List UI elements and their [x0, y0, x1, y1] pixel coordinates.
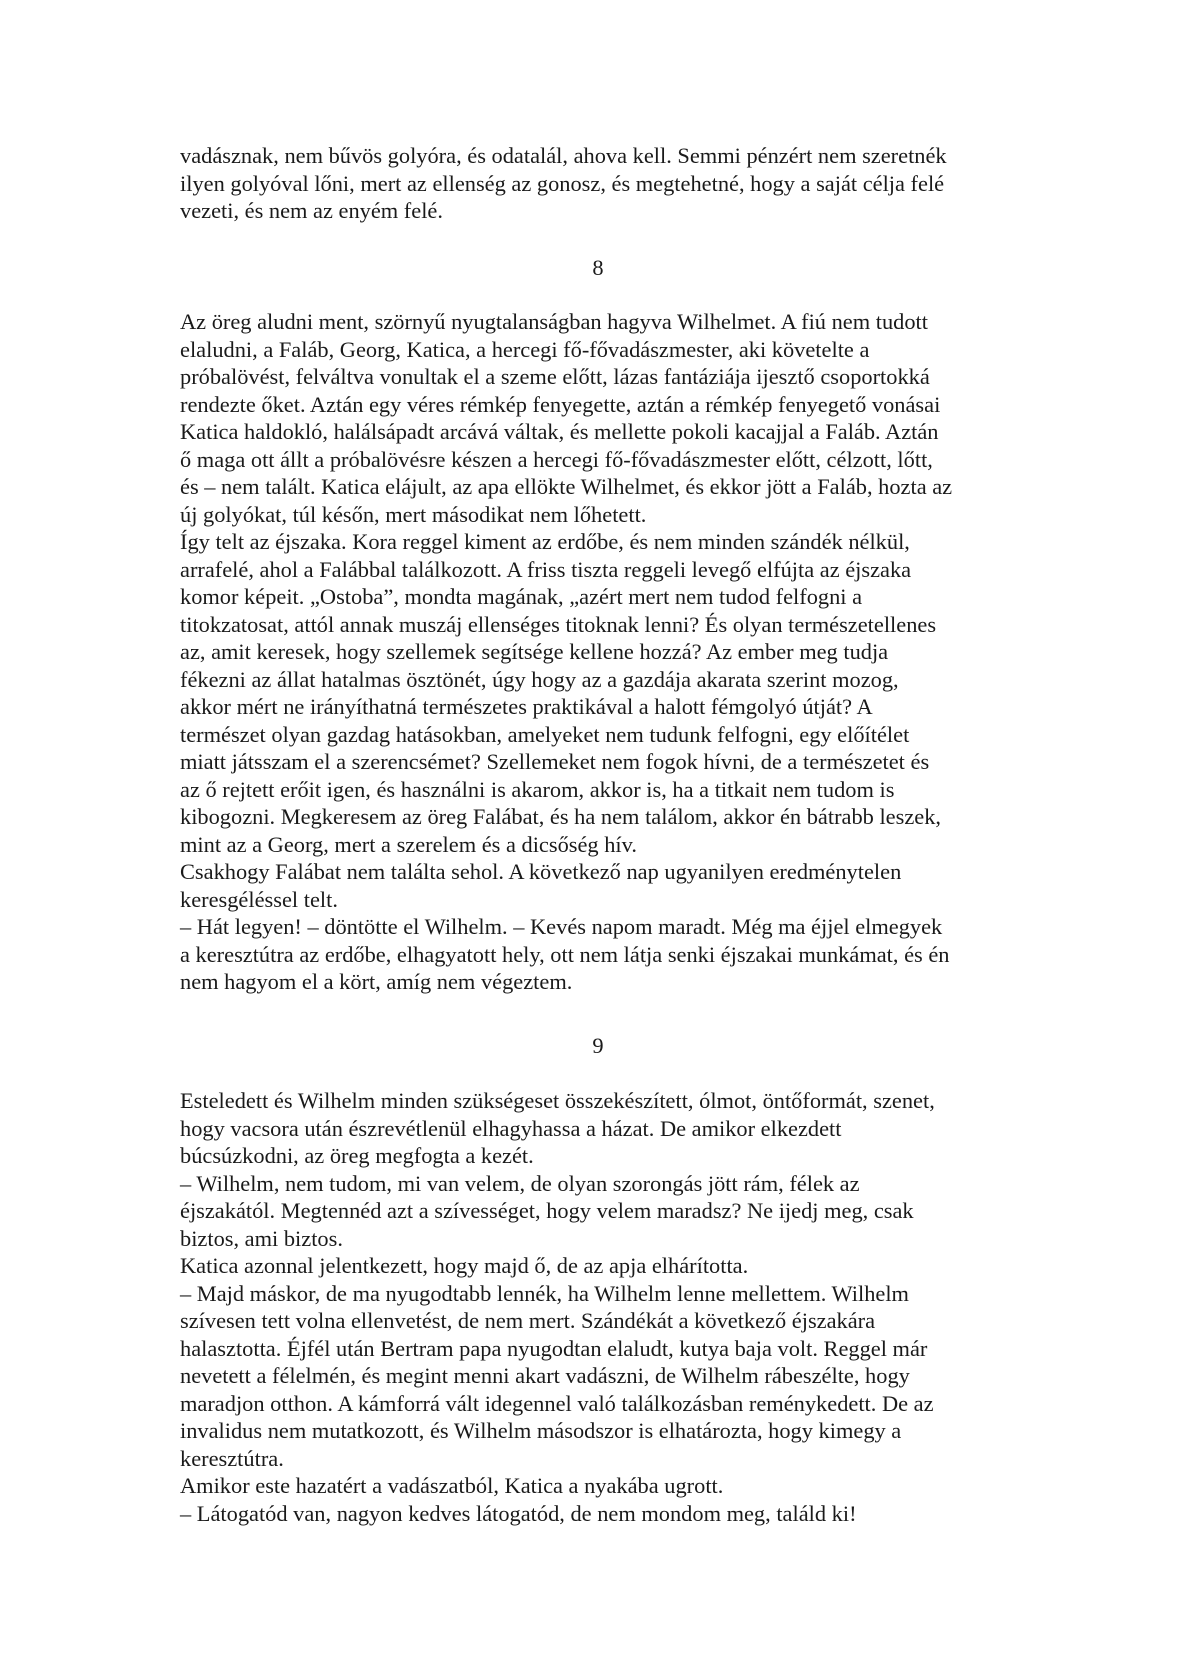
chapter-9-text: Esteledett és Wilhelm minden szükségeset összekészített, ólmot, öntőformát, szenet, hogy vacsora után észrevétlenül elhagyhassa a házat. De amikor elkezdett búcsúzkodni, az öreg megfogta a kezét. – Wilhelm, nem tudom, mi van velem, de olyan szorongás jött rám, félek az éjszakától. Megtennéd azt a szívességet, hogy velem maradsz? Ne ijedj meg, csak biztos, ami biztos. Katica azonnal jelentkezett, hogy majd ő, de az apja elhárította. – Majd máskor, de ma nyugodtabb lennék, ha Wilhelm lenne mellettem. Wilhelm szívesen tett volna ellenvetést, de nem mert. Szándékát a következő éjszakára halasztotta. Éjfél után Bertram papa nyugodtan elaludt, kutya baja volt. Reggel már nevetett a félelmén, és megint menni akart vadászni, de Wilhelm rábeszélte, hogy maradjon otthon. A kámforrá vált idegennel való találkozásban reménykedett. De az invalidus nem mutatkozott, és Wilhelm másodszor is elhatározta, hogy kimegy a keresztútra. Amikor este hazatért a vadászatból, Katica a nyakába ugrott. – Látogatód van, nagyon kedves látogatód, de nem mondom meg, találd ki!: [180, 1088, 935, 1526]
chapter-number-9: 9: [592, 1033, 604, 1058]
body-paragraph: vadásznak, nem bűvös golyóra, és odatalál, ahova kell. Semmi pénzért nem szeretnék ilyen golyóval lőni, mert az ellenség az gonosz, és megtehetné, hogy a saját célja felé vezeti, és nem az enyém felé.: [180, 143, 947, 223]
chapter-number-8: 8: [592, 255, 604, 280]
chapter-8-text: Az öreg aludni ment, szörnyű nyugtalanságban hagyva Wilhelmet. A fiú nem tudott elaludni, a Faláb, Georg, Katica, a hercegi fő-fővadászmester, aki követelte a próbalövést, felváltva vonultak el a szeme előtt, lázas fantáziája ijesztő csoportokká rendezte őket. Aztán egy véres rémkép fenyegette, aztán a rémkép fenyegető vonásai Katica haldokló, halálsápadt arcává váltak, és mellette pokoli kacajjal a Faláb. Aztán ő maga ott állt a próbalövésre készen a hercegi fő-fővadászmester előtt, célzott, lőtt, és – nem talált. Katica elájult, az apa ellökte Wilhelmet, és ekkor jött a Faláb, hozta az új golyókat, túl későn, mert másodikat nem lőhetett. Így telt az éjszaka. Kora reggel kiment az erdőbe, és nem minden szándék nélkül, arrafelé, ahol a Falábbal találkozott. A friss tiszta reggeli levegő elfújta az éjszaka komor képeit. „Ostoba”, mondta magának, „azért mert nem tudod felfogni a titokzatosat, attól annak muszáj ellenséges titoknak lenni? És olyan természetellenes az, amit keresek, hogy szellemek segítsége kellene hozzá? Az ember meg tudja fékezni az állat hatalmas ösztönét, úgy hogy az a gazdája akarata szerint mozog, akkor mért ne irányíthatná természetes praktikával a halott fémgolyó útját? A természet olyan gazdag hatásokban, amelyeket nem tudunk felfogni, egy előítélet miatt játsszam el a szerencsémet? Szellemeket nem fogok hívni, de a természetet és az ő rejtett erőit igen, és használni is akarom, akkor is, ha a titkait nem tudom is kibogozni. Megkeresem az öreg Falábat, és ha nem találom, akkor én bátrabb leszek, mint az a Georg, mert a szerelem és a dicsőség hív. Csakhogy Falábat nem találta sehol. A következő nap ugyanilyen eredménytelen keresgéléssel telt. – Hát legyen! – döntötte el Wilhelm. – Kevés napom maradt. Még ma éjjel elmegyek a keresztútra az erdőbe, elhagyatott hely, ott nem látja senki éjszakai munkámat, és én nem hagyom el a kört, amíg nem végeztem.: [180, 309, 953, 994]
